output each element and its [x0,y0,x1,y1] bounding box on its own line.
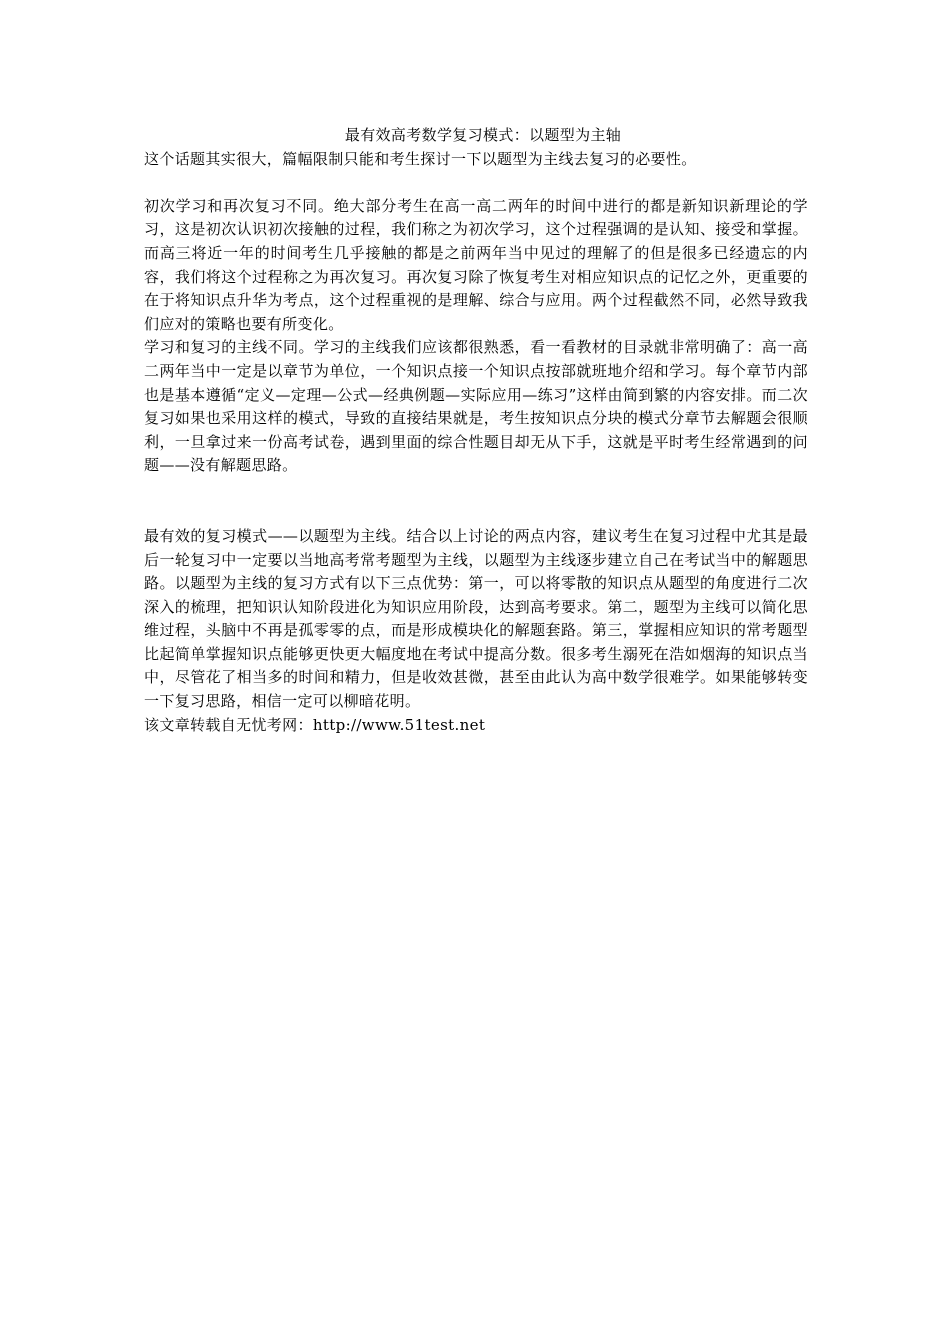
paragraph-spacer [144,478,808,525]
paragraph-spacer [144,171,808,195]
document-page [144,124,808,737]
paragraph-effective-mode: 最有效的复习模式——以题型为主线。结合以上讨论的两点内容，建议考生在复习过程中尤其是最后一轮复习中一定要以当地高考常考题型为主线，以题型为主线逐步建立自己在考试当中的解题思路。以题型为主线的复习方式有以下三点优势：第一，可以将零散的知识点从题型的角度进行二次深入的梳理，把知识认知阶段进化为知识应用阶段，达到高考要求。第二，题型为主线可以简化思维过程，头脑中不再是孤零零的点，而是形成模块化的解题套路。第三，掌握相应知识的常考题型比起简单掌握知识点能够更快更大幅度地在考试中提高分数。很多考生溺死在浩如烟海的知识点当中，尽管花了相当多的时间和精力，但是收效甚微，甚至由此认为高中数学很难学。如果能够转变一下复习思路，相信一定可以柳暗花明。 [144,526,808,711]
paragraph-main-line: 学习和复习的主线不同。学习的主线我们应该都很熟悉，看一看教材的目录就非常明确了：高一高二两年当中一定是以章节为单位，一个知识点接一个知识点按部就班地介绍和学习。每个章节内部也是基本遵循“定义—定理—公式—经典例题—实际应用—练习”这样由简到繁的内容安排。而二次复习如果也采用这样的模式，导致的直接结果就是，考生按知识点分块的模式分章节去解题会很顺利，一旦拿过来一份高考试卷，遇到里面的综合性题目却无从下手，这就是平时考生经常遇到的问题——没有解题思路。 [144,338,808,475]
source-line: 该文章转载自无忧考网：http://www.51test.net [144,715,486,734]
intro-paragraph: 这个话题其实很大，篇幅限制只能和考生探讨一下以题型为主线去复习的必要性。 [144,149,697,168]
document-title: 最有效高考数学复习模式：以题型为主轴 [344,126,622,144]
paragraph-first-learning: 初次学习和再次复习不同。绝大部分考生在高一高二两年的时间中进行的都是新知识新理论的学习，这是初次认识初次接触的过程，我们称之为初次学习，这个过程强调的是认知、接受和掌握。而高三将近一年的时间考生几乎接触的都是之前两年当中见过的理解了的但是很多已经遗忘的内容，我们将这个过程称之为再次复习。再次复习除了恢复考生对相应知识点的记忆之外，更重要的在于将知识点升华为考点，这个过程重视的是理解、综合与应用。两个过程截然不同，必然导致我们应对的策略也要有所变化。 [144,196,808,333]
